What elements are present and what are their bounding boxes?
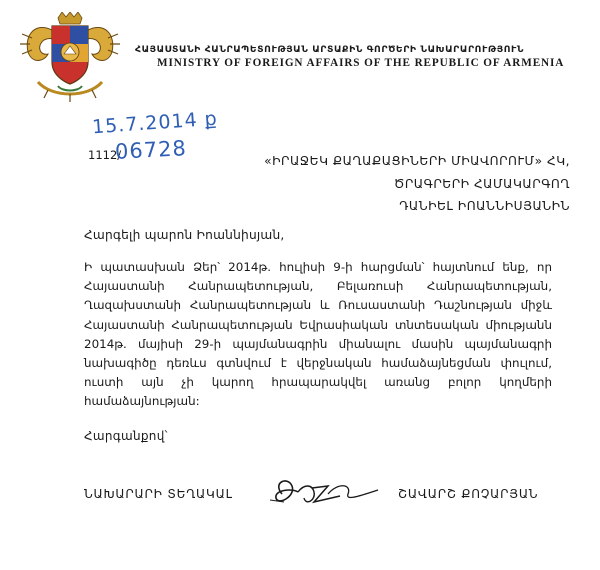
handwritten-signature: [268, 472, 380, 516]
salutation: Հարգելի պարոն Իոաննիսյան,: [84, 228, 285, 242]
handwritten-date: 15.7.2014 ք: [91, 107, 219, 139]
signer-name: ՇԱՎԱՐՇ ՔՈՉԱՐՅԱՆ: [398, 487, 539, 501]
signer-title: ՆԱԽԱՐԱՐԻ ՏԵՂԱԿԱԼ: [84, 487, 233, 501]
reference-number-handwritten: 06728: [114, 136, 188, 164]
letter-body: Ի պատասխան Ձեր՝ 2014թ. հուլիսի 9-ի հարցման՝ հայտնում ենք, որ Հայաստանի Հանրապետության, Բելառուսի Հանրապետության, Ղազախստանի Հանրապետության և Ռուսաստանի Դաշնության միջև Հայաստանի Հանրապետության Եվրասիական տնտեսական միությանն 2014թ. մայիսի 29-ի պայմանագրին միանալու մասին պայմանագրի նախագիծը դեռևս գտնվում է վերջնական համաձայնեցման փուլում, ուստի այն չի կարող հրապարակվել առանց բոլոր կողմերի համաձայնության:: [84, 260, 552, 409]
armenian-coat-of-arms-icon: [18, 12, 122, 104]
addressee-position: ԾՐԱԳՐԵՐԻ ՀԱՄԱԿԱՐԳՈՂ: [393, 176, 570, 191]
reference-number-prefix: 1112/: [88, 148, 122, 162]
addressee-block: [190, 150, 570, 218]
addressee-name: ԴԱՆԻԵԼ ԻՈԱՆՆԻՍՅԱՆԻՆ: [399, 199, 570, 213]
ministry-name-english: MINISTRY OF FOREIGN AFFAIRS OF THE REPUBLIC OF ARMENIA: [157, 57, 565, 69]
ministry-name-armenian: ՀԱՅԱՍՏԱՆԻ ՀԱՆՐԱՊԵՏՈՒԹՅԱՆ ԱՐՏԱՔԻՆ ԳՈՐԾԵՐԻ ՆԱԽԱՐԱՐՈՒԹՅՈՒՆ: [135, 44, 525, 55]
closing-phrase: Հարգանքով՝: [84, 429, 168, 443]
addressee-organization: «ԻՐԱՋԵԿ ՔԱՂԱՔԱՑԻՆԵՐԻ ՄԻԱՎՈՐՈՒՄ» ՀԿ,: [264, 154, 570, 168]
